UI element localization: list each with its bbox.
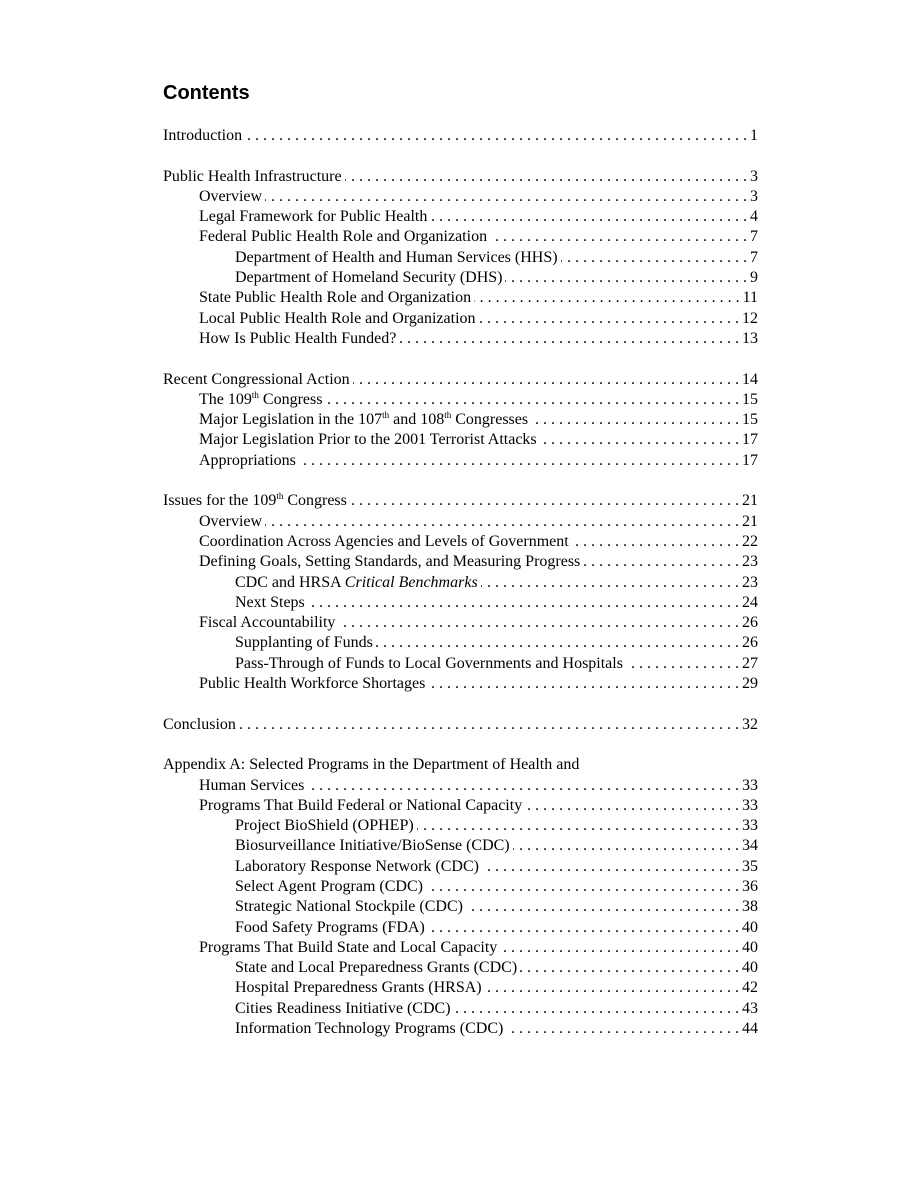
toc-entry-title: Coordination Across Agencies and Levels of Government <box>199 532 569 550</box>
toc-page-number: 3 <box>750 187 758 205</box>
toc-page-number: 15 <box>742 411 758 429</box>
toc-page-number: 26 <box>742 614 758 632</box>
dot-leader <box>338 613 739 633</box>
dot-leader <box>239 715 739 735</box>
toc-entry-title: Overview <box>199 512 263 530</box>
toc-page-number: 40 <box>742 918 758 936</box>
page-title: Contents <box>163 82 250 104</box>
toc-page-number: 9 <box>750 269 758 287</box>
toc-entry-title: Major Legislation Prior to the 2001 Terrorist Attacks <box>199 431 537 449</box>
toc-entry[interactable] <box>163 938 758 958</box>
toc-entry[interactable] <box>163 390 758 410</box>
dot-leader <box>265 187 747 207</box>
dot-leader <box>417 816 739 836</box>
toc-entry[interactable] <box>163 187 758 207</box>
toc-page-number: 12 <box>742 309 758 327</box>
dot-leader <box>325 390 739 410</box>
toc-entry-title: Programs That Build Federal or National Capacity <box>199 796 523 814</box>
dot-leader <box>482 857 739 877</box>
toc-page-number: 14 <box>742 370 758 388</box>
toc-entry[interactable] <box>163 410 758 430</box>
toc-entry[interactable] <box>163 573 758 593</box>
dot-leader <box>454 999 739 1019</box>
dot-leader <box>531 410 739 430</box>
toc-page-number: 23 <box>742 573 758 591</box>
toc-entry[interactable] <box>163 126 758 146</box>
toc-entry-title: Pass-Through of Funds to Local Governments and Hospitals <box>235 654 623 672</box>
toc-entry-title: Fiscal Accountability <box>199 614 336 632</box>
toc-entry-title: Department of Health and Human Services (HHS) <box>235 248 558 266</box>
toc-entry-title: Public Health Workforce Shortages <box>199 675 426 693</box>
toc-entry[interactable] <box>163 552 758 572</box>
toc-entry[interactable] <box>163 451 758 471</box>
toc-entry[interactable] <box>163 227 758 247</box>
toc-entry-title: Overview <box>199 187 263 205</box>
toc-entry[interactable] <box>163 654 758 674</box>
toc-page-number: 7 <box>750 228 758 246</box>
toc-entry[interactable] <box>163 897 758 917</box>
toc-page-number: 29 <box>742 675 758 693</box>
dot-leader <box>540 430 739 450</box>
toc-page-number: 7 <box>750 248 758 266</box>
toc-entry-title: Strategic National Stockpile (CDC) <box>235 898 463 916</box>
toc-page-number: 40 <box>742 959 758 977</box>
toc-entry[interactable] <box>163 816 758 836</box>
toc-entry[interactable] <box>163 593 758 613</box>
toc-page-number: 26 <box>742 634 758 652</box>
toc-entry-title: Select Agent Program (CDC) <box>235 877 423 895</box>
toc-page-number: 22 <box>742 532 758 550</box>
toc-page-number: 15 <box>742 390 758 408</box>
toc-entry[interactable] <box>163 796 758 816</box>
dot-leader <box>376 633 739 653</box>
dot-leader <box>308 593 739 613</box>
toc-page-number: 13 <box>742 329 758 347</box>
toc-page-number: 43 <box>742 999 758 1017</box>
dot-leader <box>299 451 739 471</box>
toc-entry[interactable] <box>163 329 758 349</box>
dot-leader <box>525 796 739 816</box>
toc-page-number: 36 <box>742 877 758 895</box>
toc-entry[interactable] <box>163 613 758 633</box>
toc-entry[interactable] <box>163 430 758 450</box>
dot-leader <box>520 958 739 978</box>
toc-entry-title: State Public Health Role and Organization <box>199 289 472 307</box>
toc-entry-title: Major Legislation in the 107th and 108th Congresses <box>199 410 529 429</box>
toc-entry[interactable] <box>163 512 758 532</box>
dot-leader <box>426 877 739 897</box>
toc-entry[interactable] <box>163 288 758 308</box>
toc-entry-title: Local Public Health Role and Organization <box>199 309 476 327</box>
toc-page-number: 4 <box>750 208 758 226</box>
dot-leader <box>561 248 747 268</box>
toc-entry[interactable] <box>163 958 758 978</box>
toc-entry[interactable] <box>163 755 758 775</box>
dot-leader <box>430 207 747 227</box>
toc-entry[interactable] <box>163 207 758 227</box>
toc-entry[interactable] <box>163 918 758 938</box>
toc-entry-title: Recent Congressional Action <box>163 370 350 388</box>
toc-page-number: 3 <box>750 167 758 185</box>
toc-entry-title: Project BioShield (OPHEP) <box>235 817 414 835</box>
toc-page-number: 40 <box>742 938 758 956</box>
toc-page-number: 27 <box>742 654 758 672</box>
dot-leader <box>428 918 739 938</box>
toc-entry-title: Defining Goals, Setting Standards, and Measuring Progress <box>199 553 581 571</box>
dot-leader <box>474 288 740 308</box>
toc-entry-title: Biosurveillance Initiative/BioSense (CDC) <box>235 837 510 855</box>
toc-entry[interactable] <box>163 776 758 796</box>
toc-entry[interactable] <box>163 715 758 735</box>
toc-entry-title: CDC and HRSA Critical Benchmarks <box>235 573 478 591</box>
toc-entry-title: Issues for the 109th Congress <box>163 491 347 510</box>
dot-leader <box>345 167 747 187</box>
toc-entry-title: Federal Public Health Role and Organization <box>199 228 488 246</box>
toc-entry[interactable] <box>163 836 758 856</box>
toc-entry-title: Appendix A: Selected Programs in the Department of Health and <box>163 756 580 774</box>
toc-entry[interactable] <box>163 167 758 187</box>
toc-entry[interactable] <box>163 877 758 897</box>
dot-leader <box>479 309 739 329</box>
dot-leader <box>466 897 739 917</box>
dot-leader <box>513 836 739 856</box>
toc-page-number: 33 <box>742 796 758 814</box>
dot-leader <box>626 654 739 674</box>
toc-entry-title: Public Health Infrastructure <box>163 167 342 185</box>
toc-page-number: 35 <box>742 857 758 875</box>
toc-entry-title: State and Local Preparedness Grants (CDC) <box>235 959 518 977</box>
dot-leader <box>583 552 739 572</box>
toc-entry-title: Next Steps <box>235 593 305 611</box>
toc-page-number: 23 <box>742 553 758 571</box>
toc-entry-title: Legal Framework for Public Health <box>199 208 428 226</box>
dot-leader <box>353 370 739 390</box>
toc-entry-title: Laboratory Response Network (CDC) <box>235 857 479 875</box>
toc-page-number: 11 <box>742 289 758 307</box>
toc-page-number: 21 <box>742 512 758 530</box>
dot-leader <box>485 978 739 998</box>
toc-page-number: 42 <box>742 979 758 997</box>
dot-leader <box>428 674 739 694</box>
toc-entry-title: Cities Readiness Initiative (CDC) <box>235 999 451 1017</box>
toc-entry[interactable] <box>163 978 758 998</box>
toc-entry[interactable] <box>163 633 758 653</box>
toc-entry[interactable] <box>163 268 758 288</box>
toc-entry[interactable] <box>163 532 758 552</box>
toc-page-number: 38 <box>742 898 758 916</box>
toc-page-number: 44 <box>742 1020 758 1038</box>
toc-entry[interactable] <box>163 370 758 390</box>
toc-entry-title: Conclusion <box>163 715 236 733</box>
toc-entry-title: Food Safety Programs (FDA) <box>235 918 425 936</box>
toc-page-number: 17 <box>742 451 758 469</box>
dot-leader <box>399 329 739 349</box>
toc-entry-title: Human Services <box>199 776 305 794</box>
toc-entry[interactable] <box>163 674 758 694</box>
dot-leader <box>245 126 747 146</box>
toc-entry-title: How Is Public Health Funded? <box>199 329 397 347</box>
dot-leader <box>481 573 739 593</box>
toc-entry[interactable] <box>163 857 758 877</box>
toc-entry-title: Hospital Preparedness Grants (HRSA) <box>235 979 482 997</box>
toc-page-number: 33 <box>742 776 758 794</box>
toc-entry-title: Appropriations <box>199 451 296 469</box>
toc-page-number: 1 <box>750 127 758 144</box>
toc-page-number: 21 <box>742 492 758 510</box>
toc-entry-title: Supplanting of Funds <box>235 634 373 652</box>
toc-entry-title: The 109th Congress <box>199 389 323 408</box>
dot-leader <box>307 776 739 796</box>
toc-entry[interactable] <box>163 309 758 329</box>
toc-entry[interactable] <box>163 248 758 268</box>
dot-leader <box>490 227 747 247</box>
dot-leader <box>505 268 747 288</box>
toc-entry[interactable] <box>163 1019 758 1039</box>
toc-page-number: 24 <box>742 593 758 611</box>
toc-entry-title: Introduction <box>163 127 243 144</box>
table-of-contents <box>163 126 758 1039</box>
toc-page-number: 17 <box>742 431 758 449</box>
dot-leader <box>265 512 739 532</box>
toc-page-number: 32 <box>742 715 758 733</box>
toc-page-number: 33 <box>742 817 758 835</box>
toc-entry-title: Programs That Build State and Local Capacity <box>199 938 498 956</box>
toc-entry-title: Department of Homeland Security (DHS) <box>235 269 503 287</box>
toc-entry[interactable] <box>163 999 758 1019</box>
dot-leader <box>572 532 739 552</box>
dot-leader <box>500 938 739 958</box>
toc-entry[interactable] <box>163 491 758 511</box>
toc-entry-title: Information Technology Programs (CDC) <box>235 1020 504 1038</box>
toc-page-number: 34 <box>742 837 758 855</box>
dot-leader <box>350 491 739 511</box>
dot-leader <box>506 1019 739 1039</box>
